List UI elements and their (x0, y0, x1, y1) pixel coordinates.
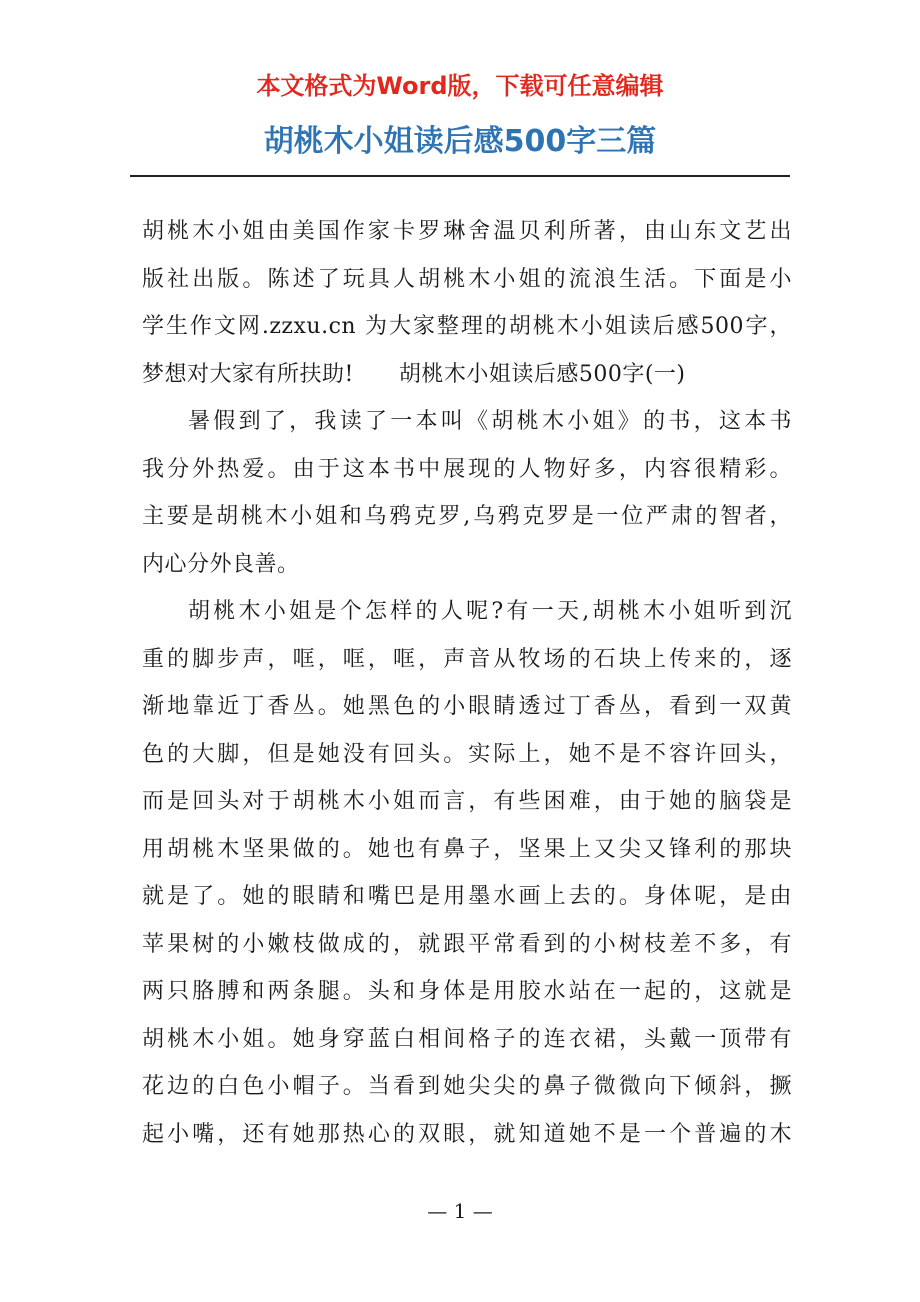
paragraph (142, 398, 792, 588)
text-line: 梦想对大家有所扶助! 胡桃木小姐读后感500字(一) (142, 361, 686, 387)
text-line: 渐地靠近丁香丛。她黑色的小眼睛透过丁香丛，看到一双黄 (142, 694, 792, 719)
text-line: 色的大脚，但是她没有回头。实际上，她不是不容许回头， (142, 741, 792, 767)
text-line: 苹果树的小嫩枝做成的，就跟平常看到的小树枝差不多，有 (142, 931, 792, 957)
text-line: 胡桃木小姐是个怎样的人呢?有一天,胡桃木小姐听到沉 (188, 599, 792, 624)
text-line: 版社出版。陈述了玩具人胡桃木小姐的流浪生活。下面是小 (142, 266, 792, 292)
format-notice: 本文格式为Word版，下载可任意编辑 (256, 72, 664, 100)
page-number: — 1 — (427, 1199, 493, 1223)
text-line: 而是回头对于胡桃木小姐而言，有些困难，由于她的脑袋是 (142, 789, 792, 814)
document-title: 胡桃木小姐读后感500字三篇 (263, 124, 657, 159)
text-line: 主要是胡桃木小姐和乌鸦克罗,乌鸦克罗是一位严肃的智者， (142, 504, 792, 529)
text-line: 暑假到了，我读了一本叫《胡桃木小姐》的书，这本书 (188, 409, 792, 434)
paragraph (142, 588, 792, 1158)
text-line: 学生作文网.zzxu.cn 为大家整理的胡桃木小姐读后感500字， (142, 314, 792, 339)
text-line: 就是了。她的眼睛和嘴巴是用墨水画上去的。身体呢，是由 (142, 884, 792, 909)
text-line: 两只胳膊和两条腿。头和身体是用胶水站在一起的，这就是 (142, 979, 792, 1004)
text-line: 内心分外良善。 (142, 551, 300, 577)
paragraph (142, 208, 792, 398)
text-line: 起小嘴，还有她那热心的双眼，就知道她不是一个普遍的木 (142, 1121, 792, 1147)
text-line: 花边的白色小帽子。当看到她尖尖的鼻子微微向下倾斜，撅 (142, 1074, 792, 1099)
text-line: 我分外热爱。由于这本书中展现的人物好多，内容很精彩。 (142, 456, 792, 482)
text-line: 胡桃木小姐。她身穿蓝白相间格子的连衣裙，头戴一顶带有 (142, 1026, 792, 1052)
document-body (142, 208, 792, 1158)
title-divider (130, 175, 790, 177)
text-line: 用胡桃木坚果做的。她也有鼻子，坚果上又尖又锋利的那块 (142, 836, 792, 862)
text-line: 胡桃木小姐由美国作家卡罗琳舍温贝利所著，由山东文艺出 (142, 219, 792, 244)
text-line: 重的脚步声，哐，哐，哐，声音从牧场的石块上传来的，逐 (142, 646, 792, 672)
